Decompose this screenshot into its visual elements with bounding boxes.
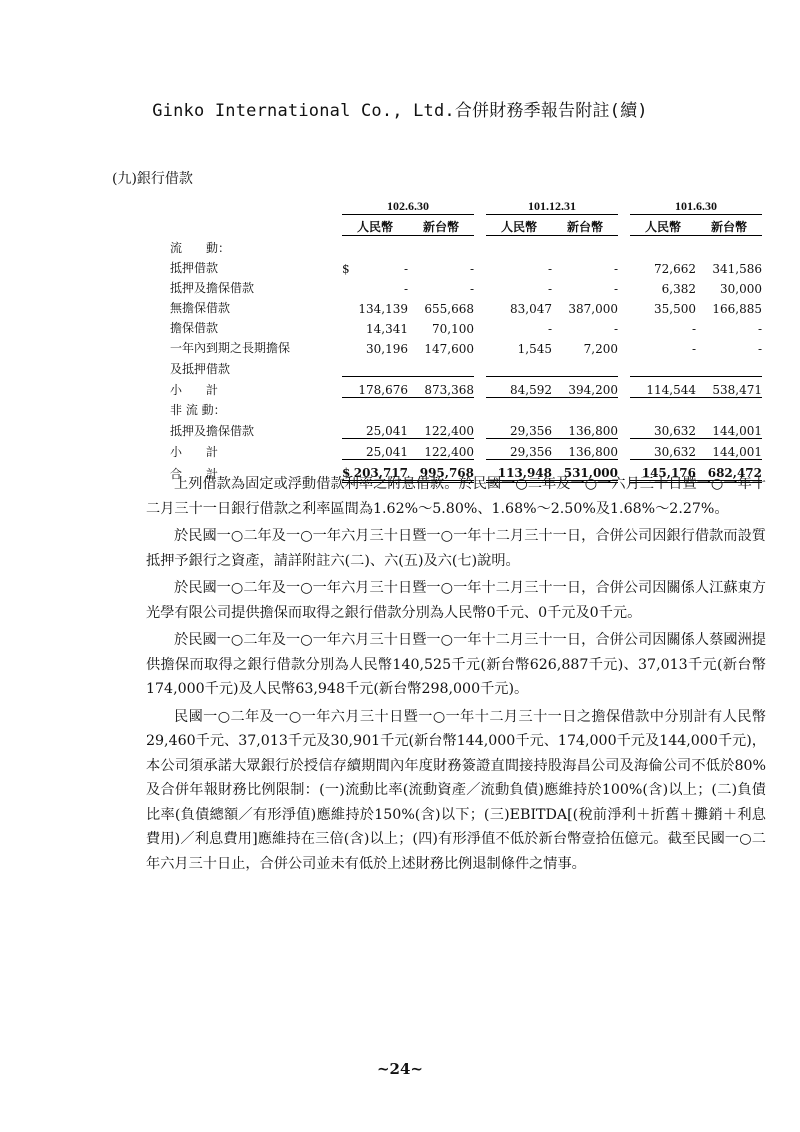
table-cell: - (757, 322, 762, 336)
table-cell: - (547, 282, 552, 296)
table-cell: 655,668 (424, 302, 474, 316)
table-cell: - (691, 322, 696, 336)
subtotal-row (170, 377, 762, 398)
table-cell: - (757, 342, 762, 356)
table-cell: 29,356 (486, 439, 552, 460)
row-label: 一年內到期之長期擔保 (170, 341, 291, 355)
paragraph: 於民國一○二年及一○一年六月三十日暨一○一年十二月三十一日，合併公司因銀行借款而設質抵押予銀行之資產，請詳附註六(二)、六(五)及六(七)說明。 (146, 528, 766, 569)
noncurrent-heading: 非 流 動： (170, 403, 226, 417)
table-cell: 166,885 (712, 302, 762, 316)
table-cell: 1,545 (517, 342, 552, 356)
table-cell: 147,600 (424, 342, 474, 356)
period-header-row (170, 194, 762, 215)
table-cell: 29,356 (486, 418, 552, 439)
section-title: (九)銀行借款 (112, 171, 193, 187)
table-cell: - (613, 322, 618, 336)
table-cell: 394,200 (552, 377, 618, 398)
table-row (170, 316, 762, 336)
table-row (170, 256, 762, 276)
notes-body (146, 472, 766, 879)
table-cell: $ - (342, 262, 408, 276)
row-label: 無擔保借款 (170, 301, 231, 315)
table-cell: 682,472 (696, 460, 762, 482)
table-cell: 145,176 (630, 460, 696, 482)
table-cell: 178,676 (342, 377, 408, 398)
table-row (170, 356, 762, 377)
table-cell: 70,100 (432, 322, 474, 336)
table-cell: $ 203,717 (342, 460, 408, 482)
row-label: 擔保借款 (170, 321, 219, 335)
table-cell: 30,632 (630, 418, 696, 439)
row-label: 抵押借款 (170, 261, 219, 275)
dollar-sign: $ (342, 262, 350, 276)
row-label: 小 計 (170, 444, 219, 459)
table-cell: 113,948 (486, 460, 552, 482)
period-header: 102.6.30 (342, 194, 474, 215)
table-cell: 6,382 (661, 282, 696, 296)
table-cell: - (547, 262, 552, 276)
table-cell: 122,400 (408, 439, 474, 460)
table-cell: - (403, 282, 408, 296)
currency-header: 人民幣 (342, 215, 408, 236)
table-cell: - (691, 342, 696, 356)
table-row (170, 296, 762, 316)
row-label: 小 計 (170, 382, 219, 397)
currency-header: 新台幣 (408, 215, 474, 236)
row-label: 合 計 (170, 466, 219, 481)
table-cell: 114,544 (630, 377, 696, 398)
table-cell: 136,800 (552, 439, 618, 460)
row-label: 抵押及擔保借款 (170, 281, 255, 295)
table-cell: 30,000 (720, 282, 762, 296)
table-row (170, 276, 762, 296)
row-label-continuation: 及抵押借款 (170, 361, 231, 376)
period-header: 101.6.30 (630, 194, 762, 215)
table-cell: 144,001 (696, 418, 762, 439)
period-header: 101.12.31 (486, 194, 618, 215)
table-cell: 72,662 (654, 262, 696, 276)
table-cell: - (469, 262, 474, 276)
currency-header: 人民幣 (486, 215, 552, 236)
table-cell: 30,196 (366, 342, 408, 356)
table-cell: 83,047 (510, 302, 552, 316)
currency-header: 新台幣 (696, 215, 762, 236)
page-number: ~24~ (376, 1060, 423, 1078)
table-row (170, 336, 762, 356)
table-cell: 35,500 (654, 302, 696, 316)
table-cell: 14,341 (366, 322, 408, 336)
paragraph: 民國一○二年及一○一年六月三十日暨一○一年十二月三十一日之擔保借款中分別計有人民幣29,460千元、37,013千元及30,901千元(新台幣144,000千元、174,000千元及144,000千元)，本公司須承諾大眾銀行於授信存續期間內年度財務簽證直間接持股海昌公司及海倫公司不低於80%及合併年報財務比例限制：(一)流動比率(流動資產／流動負債)應維持於100%(含)以上；(二)負債比率(負債總額／有形淨值)應維持於150%(含)以下；(三)EBITDA[(稅前淨利＋折舊＋攤銷＋利息費用)／利息費用]應維持在三倍(含)以上；(四)有形淨值不低於新台幣壹拾伍億元。截至民國一○二年六月三十日止，合併公司並未有低於上述財務比例退制條件之情事。 (146, 708, 766, 872)
currency-header: 新台幣 (552, 215, 618, 236)
currency-header-row (170, 215, 762, 236)
table-cell: - (613, 262, 618, 276)
table-cell: 873,368 (408, 377, 474, 398)
table-cell: 134,139 (358, 302, 408, 316)
row-label: 抵押及擔保借款 (170, 423, 255, 438)
subtotal-row (170, 439, 762, 460)
paragraph: 上列借款為固定或浮動借款利率之附息借款。於民國一○二年及一○一六月三十日暨一○一年十二月三十一日銀行借款之利率區間為1.62%～5.80%、1.68%～2.50%及1.68%～2.27%。 (146, 476, 766, 517)
table-cell: 144,001 (696, 439, 762, 460)
table-cell: 84,592 (486, 377, 552, 398)
bank-loans-table (170, 194, 762, 483)
table-cell: - (469, 282, 474, 296)
table-cell: 25,041 (342, 439, 408, 460)
dollar-sign: $ (342, 466, 351, 480)
table-cell: 531,000 (552, 460, 618, 482)
current-heading: 流 動： (170, 241, 231, 255)
table-cell: 387,000 (568, 302, 618, 316)
page-header: Ginko International Co., Ltd.合併財務季報告附註(續) (152, 101, 648, 121)
table-cell: 538,471 (696, 377, 762, 398)
table-cell: 25,041 (342, 418, 408, 439)
table-cell: 995,768 (408, 460, 474, 482)
table-cell: 122,400 (408, 418, 474, 439)
table-cell: - (613, 282, 618, 296)
table-cell: - (547, 322, 552, 336)
currency-header: 人民幣 (630, 215, 696, 236)
table-cell: 136,800 (552, 418, 618, 439)
table-cell: 30,632 (630, 439, 696, 460)
paragraph: 於民國一○二年及一○一年六月三十日暨一○一年十二月三十一日，合併公司因關係人江蘇東方光學有限公司提供擔保而取得之銀行借款分別為人民幣0千元、0千元及0千元。 (146, 580, 766, 621)
table-row (170, 398, 762, 419)
table-cell: 341,586 (712, 262, 762, 276)
table-cell: 7,200 (583, 342, 618, 356)
table-row (170, 418, 762, 439)
paragraph: 於民國一○二年及一○一年六月三十日暨一○一年十二月三十一日，合併公司因關係人蔡國洲提供擔保而取得之銀行借款分別為人民幣140,525千元(新台幣626,887千元)、37,013千元(新台幣174,000千元)及人民幣63,948千元(新台幣298,000千元)。 (146, 632, 766, 697)
table-row (170, 236, 762, 257)
